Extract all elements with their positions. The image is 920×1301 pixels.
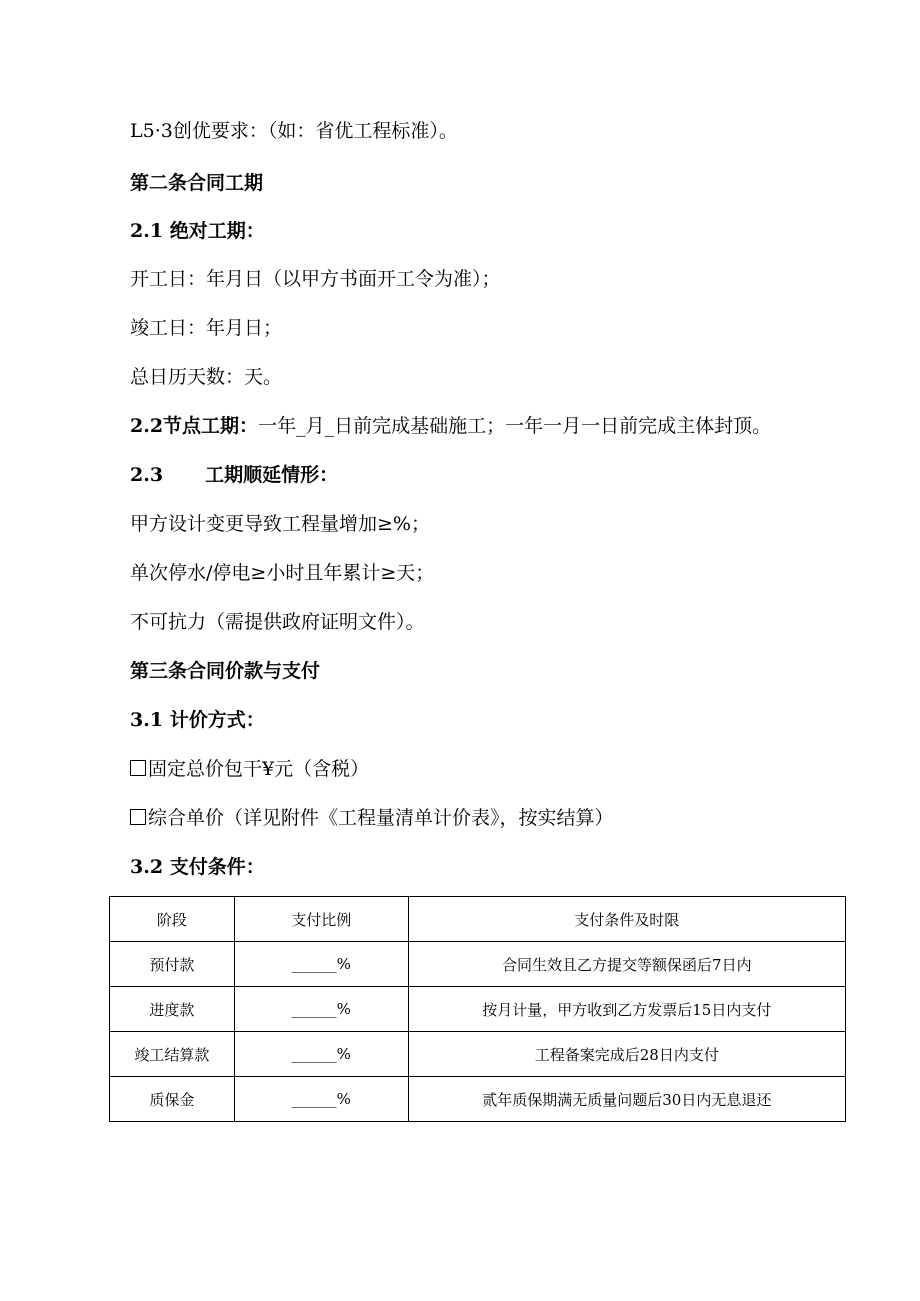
stage-cell: 进度款 <box>110 987 235 1032</box>
section-3-1-number: 3.1 <box>130 709 164 731</box>
fixed-price-checkbox[interactable] <box>130 760 146 776</box>
table-header-row <box>110 897 846 942</box>
section-2-1-heading <box>130 218 265 244</box>
header-ratio: 支付比例 <box>234 897 408 942</box>
delay-case-3: 不可抗力（需提供政府证明文件）。 <box>130 611 425 633</box>
section-3-2-number: 3.2 <box>130 856 164 878</box>
section-3-2-label: 支付条件： <box>169 856 265 878</box>
start-date-line: 开工日：年月日（以甲方书面开工令为准）； <box>130 268 501 290</box>
unit-price-label: 综合单价（详见附件《工程量清单计价表》，按实结算） <box>148 807 614 829</box>
condition-cell: 按月计量，甲方收到乙方发票后15日内支付 <box>408 987 845 1032</box>
table-row <box>110 987 846 1032</box>
delay-case-1: 甲方设计变更导致工程量增加≥%； <box>130 513 430 535</box>
ratio-unit: % <box>336 955 351 973</box>
clause-1-5-3: L5·3创优要求：（如：省优工程标准）。 <box>130 120 458 142</box>
header-stage: 阶段 <box>110 897 235 942</box>
ratio-unit: % <box>336 1090 351 1108</box>
section-2-1-number: 2.1 <box>130 220 164 242</box>
table-row <box>110 1077 846 1122</box>
section-3-1-heading <box>130 707 265 733</box>
condition-cell: 合同生效且乙方提交等额保函后7日内 <box>408 942 845 987</box>
article-3-title: 第三条合同价款与支付 <box>130 660 321 682</box>
stage-cell: 预付款 <box>110 942 235 987</box>
stage-cell: 竣工结算款 <box>110 1032 235 1077</box>
pricing-option-unit <box>130 805 614 831</box>
section-2-3-number: 2.3 <box>130 464 164 486</box>
fixed-price-label: 固定总价包干¥元（含税） <box>148 758 370 780</box>
ratio-cell <box>234 942 408 987</box>
section-2-2-text: 一年_月_日前完成基础施工；一年一月一日前完成主体封顶。 <box>258 415 772 437</box>
ratio-blank[interactable]: ______ <box>291 1090 337 1108</box>
ratio-cell <box>234 1077 408 1122</box>
section-3-1-label: 计价方式： <box>169 709 265 731</box>
section-2-3-heading <box>130 462 338 488</box>
ratio-blank[interactable]: ______ <box>291 1000 337 1018</box>
condition-cell: 工程备案完成后28日内支付 <box>408 1032 845 1077</box>
stage-cell: 质保金 <box>110 1077 235 1122</box>
total-days-line: 总日历天数：天。 <box>130 366 283 388</box>
ratio-cell <box>234 1032 408 1077</box>
header-condition: 支付条件及时限 <box>408 897 845 942</box>
section-2-3-label: 工期顺延情形： <box>205 464 339 486</box>
table-row <box>110 1032 846 1077</box>
ratio-unit: % <box>336 1045 351 1063</box>
condition-cell: 贰年质保期满无质量问题后30日内无息退还 <box>408 1077 845 1122</box>
article-2-title: 第二条合同工期 <box>130 172 264 194</box>
section-3-2-heading <box>130 854 265 880</box>
ratio-blank[interactable]: ______ <box>291 955 337 973</box>
delay-case-2: 单次停水/停电≥小时且年累计≥天； <box>130 562 435 584</box>
unit-price-checkbox[interactable] <box>130 809 146 825</box>
payment-terms-table <box>109 896 846 1122</box>
section-2-2-label: 2.2节点工期： <box>130 415 259 437</box>
ratio-blank[interactable]: ______ <box>291 1045 337 1063</box>
completion-date-line: 竣工日：年月日； <box>130 317 283 339</box>
section-2-2-line <box>130 413 771 439</box>
section-2-1-label: 绝对工期： <box>169 220 265 242</box>
ratio-unit: % <box>336 1000 351 1018</box>
pricing-option-fixed <box>130 756 369 782</box>
table-row <box>110 942 846 987</box>
ratio-cell <box>234 987 408 1032</box>
